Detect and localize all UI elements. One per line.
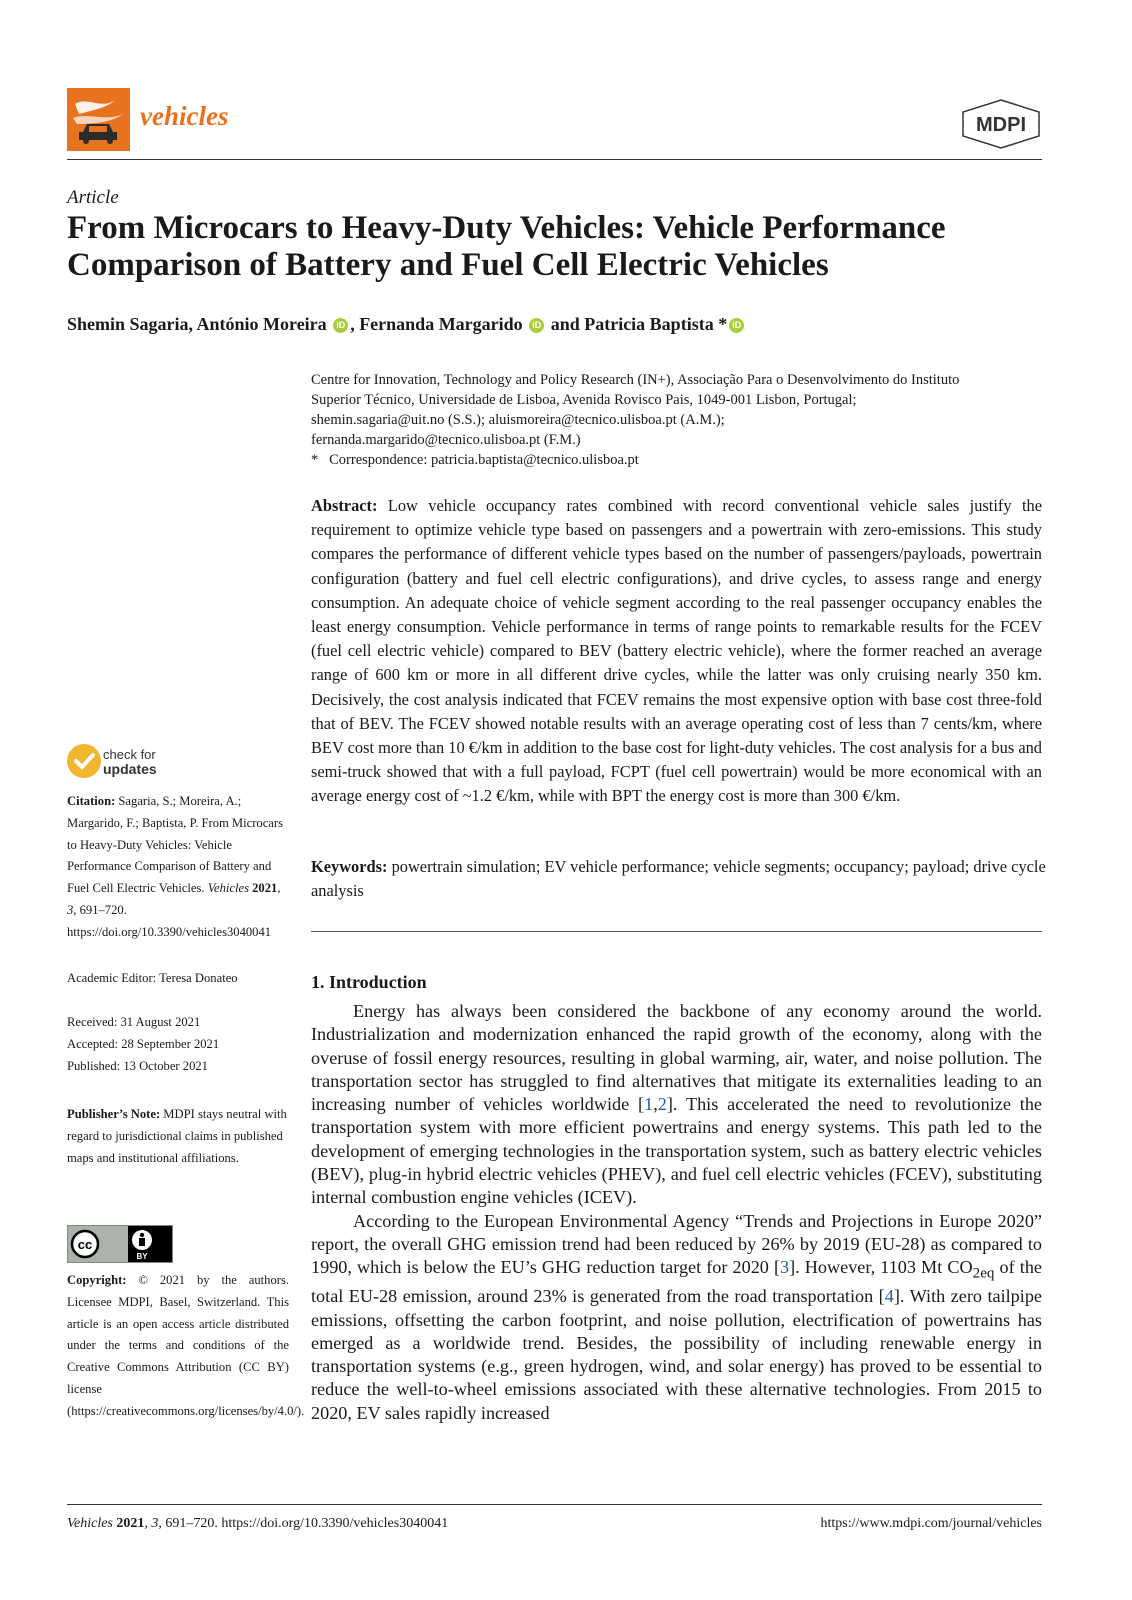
academic-editor: Academic Editor: Teresa Donateo: [67, 971, 238, 985]
citation-link[interactable]: 3: [780, 1257, 790, 1278]
mdpi-logo: [960, 98, 1042, 150]
check-label: check for: [103, 747, 156, 762]
check-icon: [67, 744, 101, 778]
article-title: From Microcars to Heavy-Duty Vehicles: Vehicle Performance Comparison of Battery and Fuel Cell Electric Vehicles: [67, 210, 946, 283]
article-type: Article: [67, 187, 119, 208]
citation-link[interactable]: 4: [884, 1286, 894, 1307]
car-icon: [67, 88, 130, 151]
abstract-divider: [311, 931, 1042, 932]
orcid-icon[interactable]: iD: [529, 318, 544, 333]
citation-link[interactable]: 1: [644, 1094, 654, 1115]
footer-journal-url[interactable]: https://www.mdpi.com/journal/vehicles: [820, 1516, 1042, 1531]
copyright-block: Copyright: © 2021 by the authors. Licensee MDPI, Basel, Switzerland. This article is an open access article distributed under the terms and conditions of the Creative Commons Attribution (CC BY) license (https://creativecommons.org/licenses/by/4.0/).: [67, 1273, 305, 1418]
section-body: [311, 1000, 1042, 1425]
affiliation-emails: fernanda.margarido@tecnico.ulisboa.pt (F.M.): [311, 432, 581, 448]
affiliation-block: [311, 370, 1046, 470]
abstract: [311, 494, 1042, 809]
author-list: [67, 314, 746, 335]
author-names-3: and Patricia Baptista *: [546, 314, 728, 334]
accepted-date: Accepted: 28 September 2021: [67, 1036, 220, 1051]
journal-logo: [67, 88, 130, 151]
author-names-1: Shemin Sagaria, António Moreira: [67, 314, 327, 334]
check-for-updates-button[interactable]: [67, 744, 197, 784]
header-divider: [67, 159, 1042, 160]
abstract-text: Low vehicle occupancy rates combined with record conventional vehicle sales justify the requirement to optimize vehicle type based on passengers and a powertrain with zero-emissions. This study compares the performance of different vehicle types based on the number of passengers/payloads, powertrain configuration (battery and fuel cell electric configurations), and drive cycles, to assess range and energy consumption. An adequate choice of vehicle segment according to the real passenger occupancy enables the least energy consumption. Vehicle performance in terms of range points to remarkable results for the FCEV (fuel cell electric vehicle) compared to BEV (battery electric vehicle), where the former reached an average range of 600 km or more in all different drive cycles, while the latter was only cruising nearly 350 km. Decisively, the cost analysis indicated that FCEV remains the most expensive option with base cost three-fold that of BEV. The FCEV showed notable results with an average operating cost of less than 7 cents/km, where BEV cost more than 10 €/km in addition to the base cost for light-duty vehicles. The cost analysis for a bus and semi-truck showed that with a full payload, FCPT (fuel cell powertrain) would be more economical with an average energy cost of ~1.2 €/km, while with BPT the energy cost is more than 300 €/km.: [311, 496, 1042, 806]
cc-by-label: BY: [136, 1252, 148, 1261]
keywords-text: powertrain simulation; EV vehicle performance; vehicle segments; occupancy; payload; drive cycle analysis: [311, 857, 1046, 901]
keywords-label: Keywords:: [311, 857, 388, 876]
section-heading: 1. Introduction: [311, 972, 427, 992]
publisher-note: Publisher’s Note: MDPI stays neutral with regard to jurisdictional claims in published maps and institutional affiliations.: [67, 1107, 287, 1165]
footer-citation: Vehicles 2021, 3, 691–720. https://doi.org/10.3390/vehicles3040041: [67, 1516, 449, 1531]
paragraph: According to the European Environmental Agency “Trends and Projections in Europe 2020” report, the overall GHG emission trend had been reduced by 26% by 2019 (EU-28) as compared to 1990, which is below the EU’s GHG reduction target for 2020 [3]. However, 1103 Mt $CO_{2eq}$ of the total EU-28 emission, around 23% is generated from the road transportation [4]. With zero tailpipe emissions, offsetting the carbon footprint, and noise pollution, electrification of powertrains has emerged as a worldwide trend. Besides, the possibility of including renewable energy in transportation systems (e.g., green hydrogen, wind, and solar energy) has proved to be essential to reduce the well-to-wheel emissions associated with these alternative technologies. From 2015 to 2020, EV sales rapidly increased: [311, 1210, 1042, 1423]
affiliation-line: Centre for Innovation, Technology and Policy Research (IN+), Associação Para o Desenvolvimento do Instituto: [311, 372, 960, 388]
footer-divider: [67, 1504, 1042, 1505]
journal-name: vehicles: [140, 101, 229, 131]
affiliation-line: Superior Técnico, Universidade de Lisboa, Avenida Rovisco Pais, 1049-001 Lisbon, Portugal;: [311, 392, 857, 408]
updates-label: updates: [103, 761, 157, 777]
subscript: 2eq: [972, 1264, 995, 1282]
citation-link[interactable]: 2: [657, 1094, 667, 1115]
svg-text:cc: cc: [77, 1237, 93, 1252]
cc-license-badge[interactable]: [67, 1225, 173, 1263]
dates-block: [67, 1012, 289, 1077]
mdpi-logo-text: MDPI: [976, 114, 1026, 136]
citation-block: Citation: Sagaria, S.; Moreira, A.; Margarido, F.; Baptista, P. From Microcars to Heavy-Duty Vehicles: Vehicle Performance Comparison of Battery and Fuel Cell Electric Vehicles. Vehicles 2021, 3, 691–720. https://doi.org/10.3390/vehicles3040041: [67, 794, 283, 939]
abstract-label: Abstract:: [311, 496, 378, 515]
published-date: Published: 13 October 2021: [67, 1058, 208, 1073]
orcid-icon[interactable]: iD: [333, 318, 348, 333]
keywords: [311, 855, 1046, 903]
doi-link[interactable]: https://doi.org/10.3390/vehicles3040041: [67, 924, 272, 939]
correspondence: * Correspondence: patricia.baptista@tecnico.ulisboa.pt: [311, 452, 639, 468]
orcid-icon[interactable]: iD: [729, 318, 744, 333]
affiliation-emails: shemin.sagaria@uit.no (S.S.); aluismoreira@tecnico.ulisboa.pt (A.M.);: [311, 412, 725, 428]
received-date: Received: 31 August 2021: [67, 1015, 201, 1029]
author-names-2: , Fernanda Margarido: [350, 314, 523, 334]
paragraph: Energy has always been considered the backbone of any economy around the world. Industrialization and modernization enhanced the rapid growth of the economy, along with the overuse of fossil energy resources, resulting in global warming, air, water, and noise pollution. The transportation sector has struggled to find alternatives that mitigate its externalities leading to an increasing number of vehicles worldwide [1,2]. This accelerated the need to revolutionize the transportation system with more efficient powertrains and energy systems. This path led to the development of emerging technologies in the transportation system, such as battery electric vehicles (BEV), plug-in hybrid electric vehicles (PHEV), and fuel cell electric vehicles (FCEV), substituting internal combustion engine vehicles (ICEV).: [311, 1001, 1042, 1208]
